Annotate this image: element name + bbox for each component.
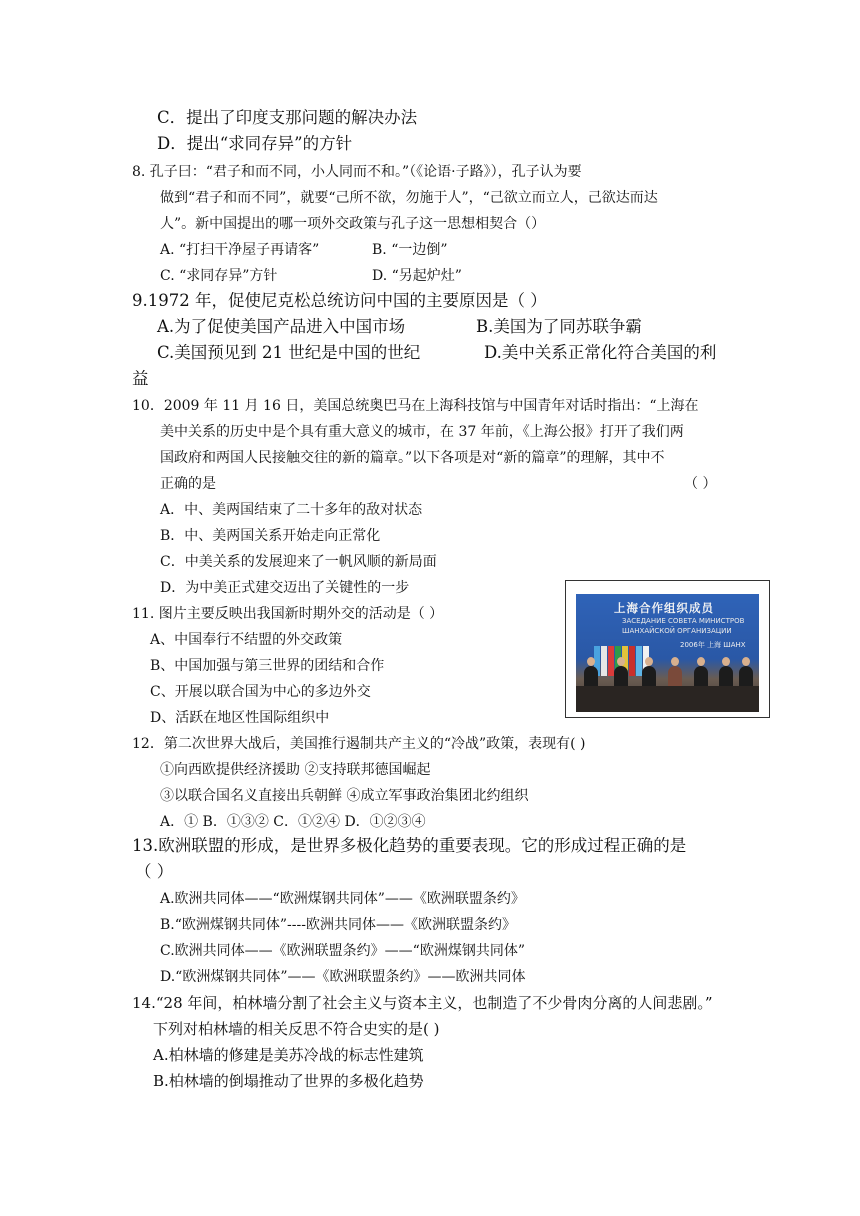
q14-option-b: B.柏林墙的倒塌推动了世界的多极化趋势 [153, 1072, 424, 1090]
q9-option-b: B.美国为了同苏联争霸 [476, 317, 642, 336]
q9-stem: 9.1972 年，促使尼克松总统访问中国的主要原因是（ ） [132, 291, 547, 310]
q10-option-d: D．为中美正式建交迈出了关键性的一步 [160, 580, 410, 596]
q9-option-d: D.美中关系正常化符合美国的利 [484, 343, 717, 362]
q10-option-a: A．中、美两国结束了二十多年的敌对状态 [160, 502, 423, 518]
q14-stem-line1: 14.“28 年间，柏林墙分割了社会主义与资本主义，也制造了不少骨肉分离的人间悲剧。” [132, 994, 713, 1012]
delegate [614, 666, 628, 688]
q10-answer-paren: （ ） [684, 476, 717, 492]
photo-banner-russian-2: ШАНХАЙСКОЙ ОРГАНИЗАЦИИ [622, 627, 732, 635]
q10-stem-line4: 正确的是 [160, 476, 216, 492]
q11-option-a: A、中国奉行不结盟的外交政策 [150, 632, 343, 648]
q11-stem: 11. 图片主要反映出我国新时期外交的活动是（ ） [132, 606, 444, 622]
q10-option-b: B．中、美两国关系开始走向正常化 [160, 528, 381, 544]
delegate [642, 666, 656, 688]
q8-stem-line3: 人”。新中国提出的哪一项外交政策与孔子这一思想相契合（） [160, 216, 546, 232]
q12-stem: 12．第二次世界大战后，美国推行遏制共产主义的“冷战”政策，表现有( ) [132, 736, 586, 752]
flag [629, 646, 635, 676]
q14-stem-line2: 下列对柏林墙的相关反思不符合史实的是( ) [153, 1020, 440, 1038]
q13-option-d: D.“欧洲煤钢共同体”——《欧洲联盟条约》——欧洲共同体 [160, 969, 526, 985]
q12-items-line2: ③以联合国名义直接出兵朝鲜 ④成立军事政治集团北约组织 [160, 788, 529, 804]
photo-banner-russian-1: ЗАСЕДАНИЕ СОВЕТА МИНИСТРОВ [622, 617, 745, 625]
delegate [694, 666, 708, 688]
flag [601, 646, 607, 676]
delegate [584, 666, 598, 688]
q13-stem-line2: （ ） [135, 862, 174, 881]
photo-banner-chinese: 上海合作组织成员 [614, 601, 714, 615]
q13-option-c: C.欧洲共同体——《欧洲联盟条约》——“欧洲煤钢共同体” [160, 943, 525, 959]
q7-option-d: D．提出“求同存异”的方针 [157, 134, 353, 153]
q7-option-c: C．提出了印度支那问题的解决办法 [157, 108, 418, 127]
delegate [719, 666, 733, 688]
delegate [739, 666, 753, 688]
q10-stem-line2: 美中关系的历史中是个具有重大意义的城市，在 37 年前，《上海公报》打开了我们两 [160, 424, 684, 440]
photo-frame [565, 580, 770, 718]
q11-option-d: D、活跃在地区性国际组织中 [150, 710, 330, 726]
q13-option-a: A.欧洲共同体——“欧洲煤钢共同体”——《欧洲联盟条约》 [160, 891, 525, 907]
q10-stem-line1: 10．2009 年 11 月 16 日，美国总统奥巴马在上海科技馆与中国青年对话时指出：“上海在 [132, 398, 699, 414]
q12-items-line1: ①向西欧提供经济援助 ②支持联邦德国崛起 [160, 762, 431, 778]
q9-option-d-wrap: 益 [132, 369, 149, 388]
q8-stem-line1: 8. 孔子曰：“君子和而不同，小人同而不和。”（《论语·子路》），孔子认为要 [132, 164, 582, 180]
sco-meeting-photo [576, 594, 759, 712]
q8-option-c: C. “求同存异”方针 [160, 268, 278, 284]
q11-option-c: C、开展以联合国为中心的多边外交 [150, 684, 371, 700]
q10-option-c: C．中美关系的发展迎来了一帆风顺的新局面 [160, 554, 437, 570]
q13-stem-line1: 13.欧洲联盟的形成，是世界多极化趋势的重要表现。它的形成过程正确的是 [132, 836, 687, 855]
q9-option-a: A.为了促使美国产品进入中国市场 [157, 317, 406, 336]
q10-stem-line3: 国政府和两国人民接触交往的新的篇章。”以下各项是对“新的篇章”的理解，其中不 [160, 450, 665, 466]
photo-banner-date: 2006年 上海 ШАНХ [680, 641, 746, 649]
q14-option-a: A.柏林墙的修建是美苏冷战的标志性建筑 [153, 1046, 424, 1064]
q12-options: A．① B．①③② C．①②④ D．①②③④ [160, 814, 426, 830]
q8-stem-line2: 做到“君子和而不同”，就要“己所不欲，勿施于人”，“己欲立而立人，己欲达而达 [160, 190, 658, 206]
q9-option-c: C.美国预见到 21 世纪是中国的世纪 [157, 343, 421, 362]
q11-option-b: B、中国加强与第三世界的团结和合作 [150, 658, 385, 674]
q8-option-d: D. “另起炉灶” [372, 268, 462, 284]
q13-option-b: B.“欧洲煤钢共同体”----欧洲共同体——《欧洲联盟条约》 [160, 917, 516, 933]
q8-option-a: A. “打扫干净屋子再请客” [160, 242, 320, 258]
conference-table [576, 686, 759, 712]
delegate [668, 666, 682, 688]
q8-option-b: B. “一边倒” [372, 242, 448, 258]
